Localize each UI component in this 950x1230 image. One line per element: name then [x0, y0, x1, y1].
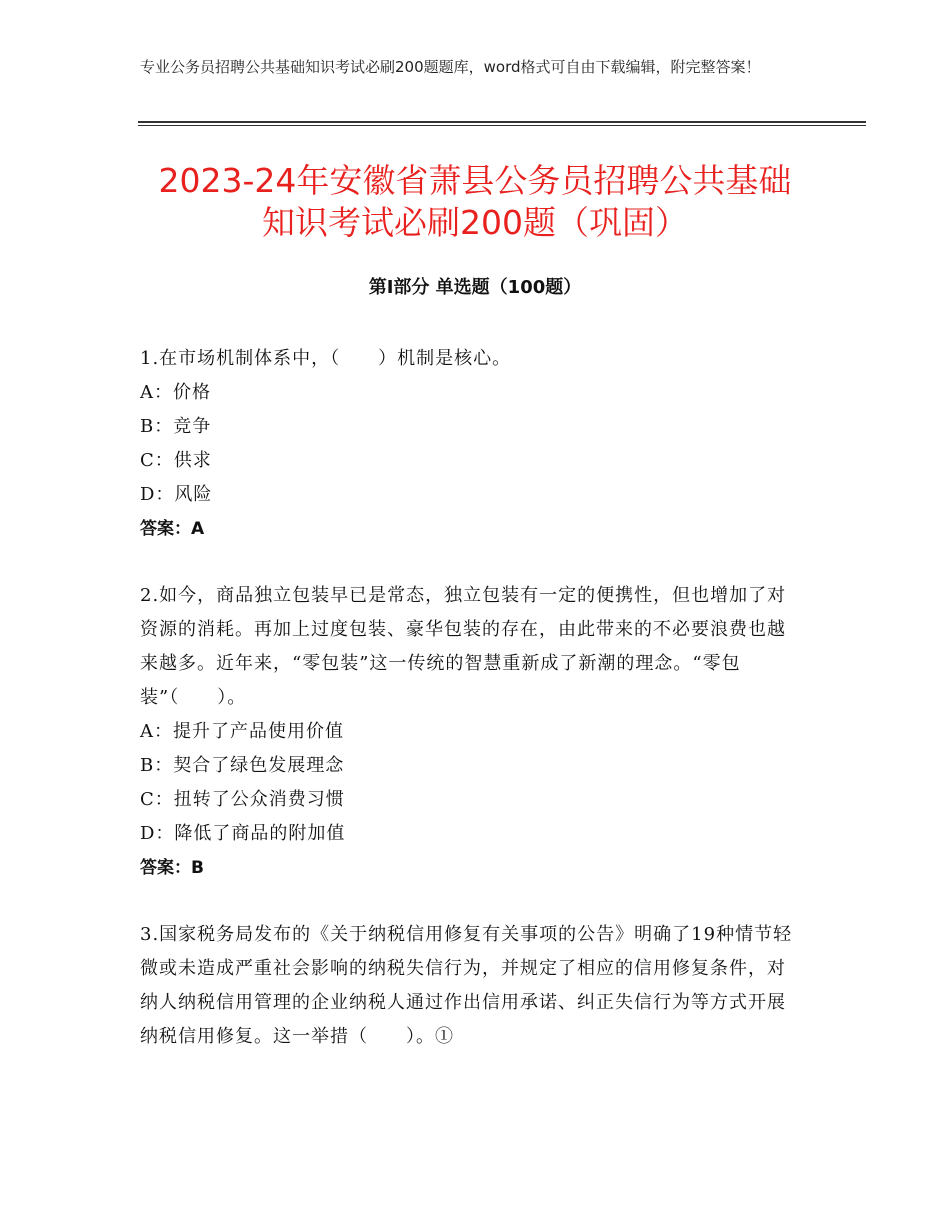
option-b: B：竞争 — [140, 416, 212, 437]
option-d: D：降低了商品的附加值 — [140, 823, 346, 844]
document-title — [100, 160, 850, 244]
question-3 — [140, 918, 800, 1054]
question-2 — [140, 579, 800, 885]
answer: 答案：A — [140, 519, 205, 539]
option-a: A：提升了产品使用价值 — [140, 721, 344, 742]
section-heading: 第Ⅰ部分 单选题（100题） — [368, 277, 582, 298]
header-note: 专业公务员招聘公共基础知识考试必刷200题题库，word格式可自由下载编辑，附完整答案！ — [140, 58, 761, 76]
title-line-1: 2023-24年安徽省萧县公务员招聘公共基础 — [158, 161, 792, 200]
option-b: B：契合了绿色发展理念 — [140, 755, 345, 776]
option-c: C：扭转了公众消费习惯 — [140, 789, 345, 810]
question-stem: 1.在市场机制体系中，（ ）机制是核心。 — [140, 348, 512, 369]
header-divider — [138, 121, 866, 126]
question-1 — [140, 342, 800, 546]
question-stem: 3.国家税务局发布的《关于纳税信用修复有关事项的公告》明确了19种情节轻微或未造成严重社会影响的纳税失信行为，并规定了相应的信用修复条件，对纳人纳税信用管理的企业纳税人通过作出信用承诺、纠正失信行为等方式开展纳税信用修复。这一举措（ ）。① — [140, 924, 793, 1047]
option-c: C：供求 — [140, 450, 212, 471]
question-stem: 2.如今，商品独立包装早已是常态，独立包装有一定的便携性，但也增加了对资源的消耗。再加上过度包装、豪华包装的存在，由此带来的不必要浪费也越来越多。近年来，“零包装”这一传统的智慧重新成了新潮的理念。“零包装”（ ）。 — [140, 585, 787, 708]
option-a: A：价格 — [140, 382, 211, 403]
answer: 答案：B — [140, 858, 204, 878]
question-list — [140, 342, 800, 1087]
title-line-2: 知识考试必刷200题（巩固） — [262, 203, 688, 242]
option-d: D：风险 — [140, 484, 213, 505]
